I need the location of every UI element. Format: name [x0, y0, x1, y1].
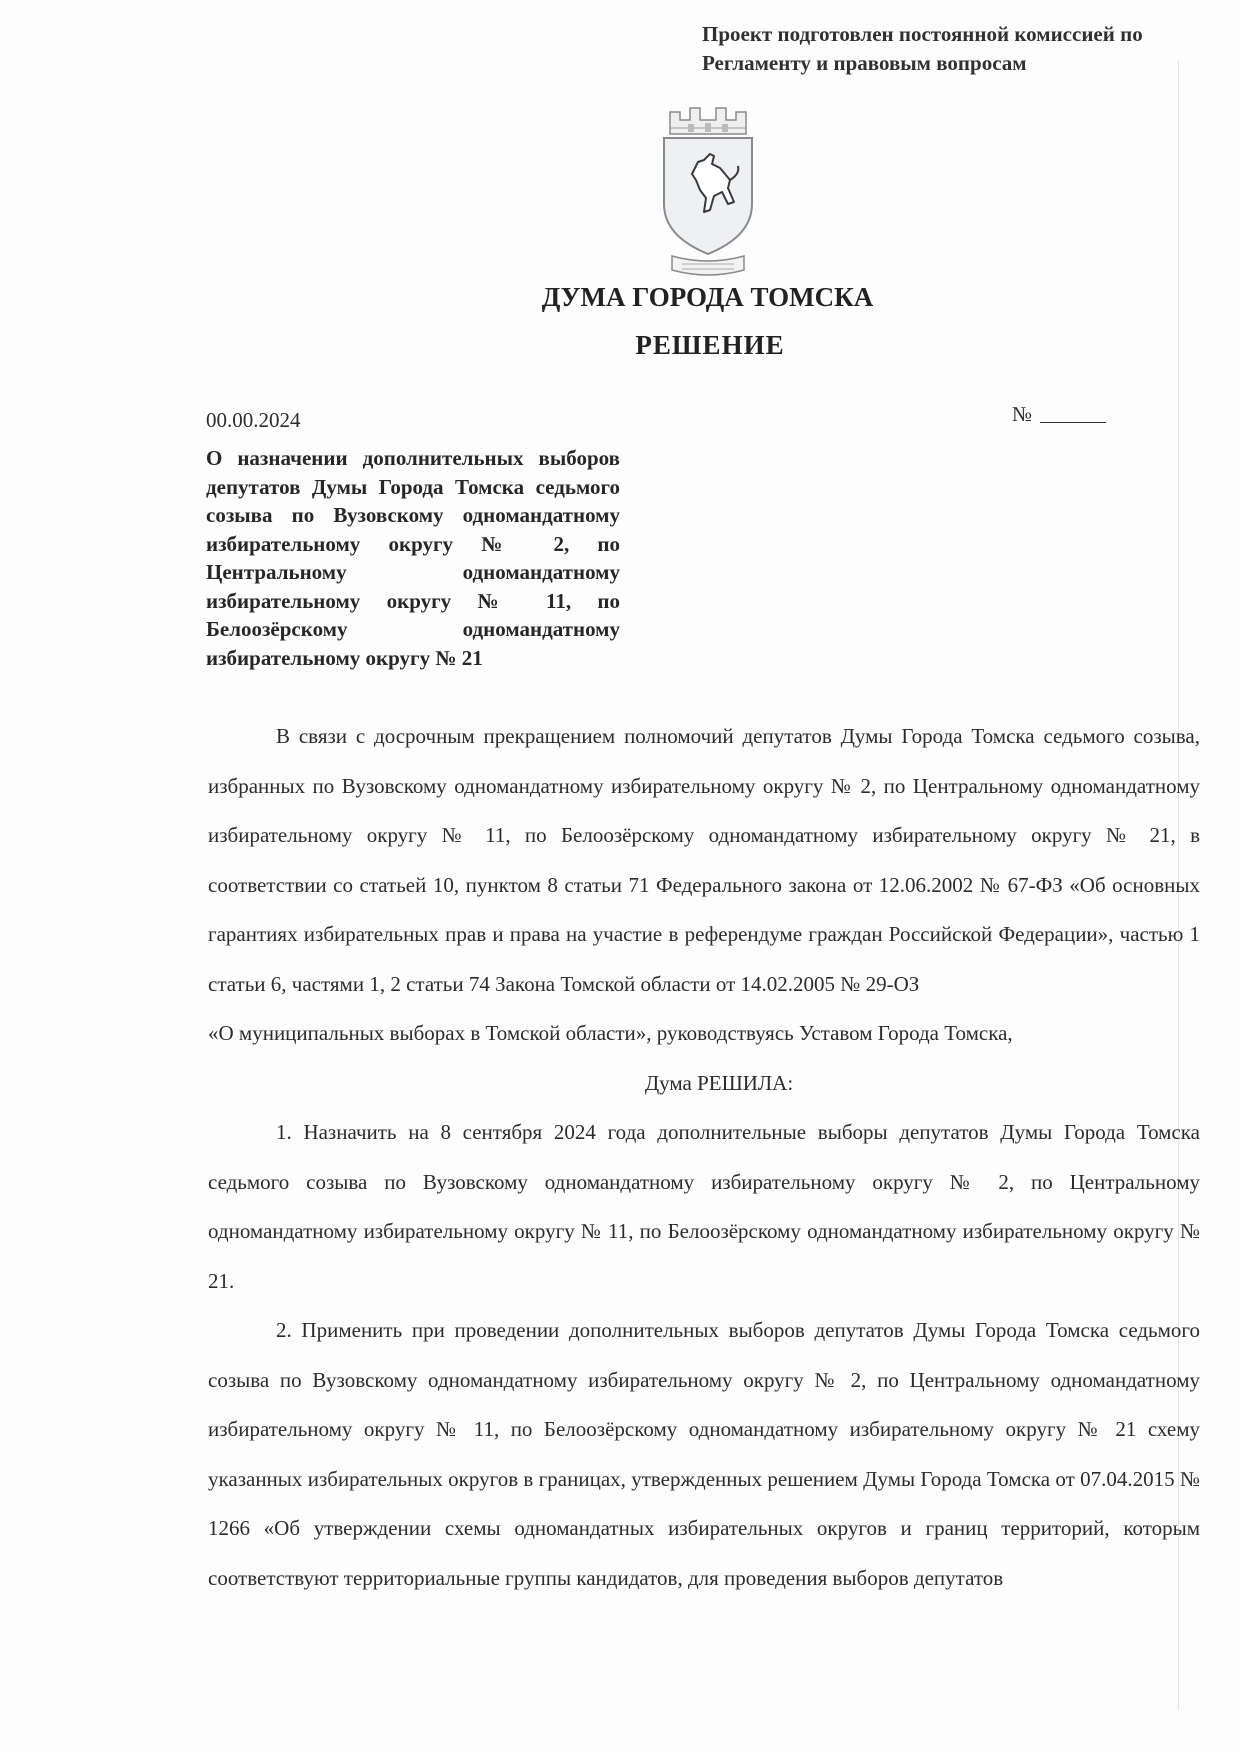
decision-item-1: 1. Назначить на 8 сентября 2024 года дополнительные выборы депутатов Думы Города Томска седьмого созыва по Вузовскому одномандатному избирательному округу № 2, по Центральному одномандатному избирательному округу № 11, по Белоозёрскому одномандатному избирательному округу № 21. [208, 1120, 1200, 1293]
number-label: № [1012, 402, 1033, 426]
organization-title: ДУМА ГОРОДА ТОМСКА [541, 282, 874, 312]
prepared-by-note: Проект подготовлен постоянной комиссией по Регламенту и правовым вопросам [702, 22, 1143, 75]
decision-subject: О назначении дополнительных выборов депутатов Думы Города Томска седьмого созыва по Вузовскому одномандатному избирательному округу № 2, по Центральному одномандатному избирательному округу № 11, по Белоозёрскому одномандатному избирательному округу № 21 [206, 446, 620, 670]
number-blank-line [1040, 422, 1106, 423]
decision-date: 00.00.2024 [206, 408, 301, 432]
decision-number [1012, 402, 1106, 427]
preamble-continuation: «О муниципальных выборах в Томской области», руководствуясь Уставом Города Томска, [208, 1021, 1013, 1045]
resolved-heading: Дума РЕШИЛА: [644, 1070, 794, 1095]
preamble-paragraph: В связи с досрочным прекращением полномочий депутатов Думы Города Томска седьмого созыва, избранных по Вузовскому одномандатному избирательному округу № 2, по Центральному одномандатному избирательному округу № 11, по Белоозёрскому одномандатному избирательному округу № 21, в соответствии со статьей 10, пунктом 8 статьи 71 Федерального закона от 12.06.2002 № 67-ФЗ «Об основных гарантиях избирательных прав и права на участие в референдуме граждан Российской Федерации», частью 1 статьи 6, частями 1, 2 статьи 74 Закона Томской области от 14.02.2005 № 29-ОЗ [208, 724, 1200, 996]
document-type-title: РЕШЕНИЕ [635, 330, 785, 360]
decision-body [208, 712, 1200, 1603]
decision-item-2: 2. Применить при проведении дополнительных выборов депутатов Думы Города Томска седьмого созыва по Вузовскому одномандатному избирательному округу № 2, по Центральному одномандатному избирательному округу № 11, по Белоозёрскому одномандатному избирательному округу № 21 схему указанных избирательных округов в границах, утвержденных решением Думы Города Томска от 07.04.2015 № 1266 «Об утверждении схемы одномандатных избирательных округов и границ территорий, которым соответствуют территориальные группы кандидатов, для проведения выборов депутатов [208, 1318, 1200, 1590]
tomsk-coat-of-arms-icon [658, 104, 758, 284]
